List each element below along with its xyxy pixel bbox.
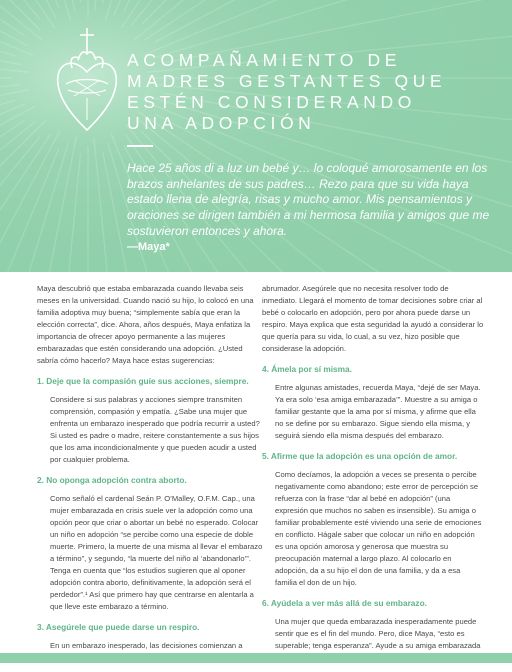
section-paragraph: Una mujer que queda embarazada inesperadamente puede sentir que es el fin del mundo. Pero, dice Maya, “esto es superable; tenga esperanza”. Ayude a su amiga embarazada — [275, 617, 481, 650]
title-divider — [127, 145, 153, 147]
right-column — [262, 283, 484, 672]
sacred-heart-icon — [54, 24, 120, 136]
section-paragraph: Entre algunas amistades, recuerda Maya, “dejé de ser Maya. Ya era solo ‘esa amiga embarazada’”. Muestre a su amiga o familiar gestante que la ama por sí misma, y afirme que ella no se define por su embarazo. Sigue siendo ella misma, y seguirá siendo ella misma después del embarazo. — [275, 383, 481, 440]
section-heading: 4. Ámela por sí misma. — [262, 364, 352, 374]
section-heading: 5. Afirme que la adopción es una opción de amor. — [262, 451, 458, 461]
section-paragraph: En un embarazo inesperado, las decisiones comienzan a — [50, 641, 243, 650]
quote-attribution: —Maya* — [127, 241, 170, 253]
header-banner — [0, 0, 512, 272]
quote: Hace 25 años di a luz un bebé y… lo coloqué amorosamente en los brazos anhelantes de sus padres… Rezo para que su vida haya estado llena de alegría, risas y mucho amor. Mis pensamientos y oraciones se dirigen también a mi hermosa familia y amigos que me sostuvieron entonces y ahora. — [127, 161, 490, 238]
intro-paragraph: Maya descubrió que estaba embarazada cuando llevaba seis meses en la universidad. Cuando nació su hijo, lo colocó en una familia adoptiva muy buena; “simplemente sabía que eran la elección correcta”, dice. Ahora, años después, Maya enfatiza la importancia de ofrecer apoyo permanente a las mujeres embarazadas que estén considerando una adopción. ¿Usted sabría cómo hacerlo? Maya hace estas sugerencias: — [37, 284, 254, 365]
continued-paragraph: abrumador. Asegúrele que no necesita resolver todo de inmediato. Llegará el momento de tomar decisiones sobre criar al bebé o colocarlo en adopción, pero por ahora puede darse un respiro. Maya explica que esta seguridad la ayudó a considerar lo que quería para su vida, lo cual, a su vez, hizo posible que considerase la adopción. — [262, 284, 484, 353]
section-paragraph: Como señaló el cardenal Seán P. O’Malley, O.F.M. Cap., una mujer embarazada en crisis suele ver la adopción como una opción peor que criar o abortar un bebé no esperado. Colocar un niño en adopción “se percibe como una especie de doble muerte. Primero, la muerte de una misma al llevar el embarazo a término”, y segundo, “la muerte del niño al ‘abandonarlo’”. Tenga en cuenta que “los estudios sugieren que al oponer adopción contra aborto, definitivamente, la adopción será el perdedor”.¹ Así que primero hay que centrarse en alentarla a que lleve este embarazo a término. — [50, 494, 263, 611]
section-heading: 1. Deje que la compasión guíe sus acciones, siempre. — [37, 376, 249, 386]
footer-bar — [0, 653, 512, 663]
section-paragraph: Considere si sus palabras y acciones siempre transmiten comprensión, compasión y empatía. ¿Sabe una mujer que enfrenta un embarazo inesperado que podría recurrir a usted? Si usted es padre o madre, reitere constantemente a sus hijos que los ama incondicionalmente y que pueden acudir a usted por cualquier problema. — [50, 395, 260, 464]
section-heading: 2. No oponga adopción contra aborto. — [37, 475, 187, 485]
section-paragraph: Como decíamos, la adopción a veces se presenta o percibe negativamente como abandono; este error de percepción se refuerza con la frase “dar al bebé en adopción” (una expresión que muchos no saben es insensible). Su amiga o familiar probablemente esté viviendo una serie de emociones en conflicto. Hágale saber que colocar un niño en adopción es una opción amorosa y generosa que muestra su preocupación maternal a largo plazo. Al colocarlo en adopción, da a su hijo el don de una familia, y da a esa familia el don de un hijo. — [275, 470, 482, 587]
page-title: ACOMPAÑAMIENTO DE MADRES GESTANTES QUE ESTÉN CONSIDERANDO UNA ADOPCIÓN — [127, 50, 447, 133]
section-heading: 3. Asegúrele que puede darse un respiro. — [37, 622, 200, 632]
left-column — [37, 283, 263, 672]
section-heading: 6. Ayúdela a ver más allá de su embarazo. — [262, 598, 427, 608]
